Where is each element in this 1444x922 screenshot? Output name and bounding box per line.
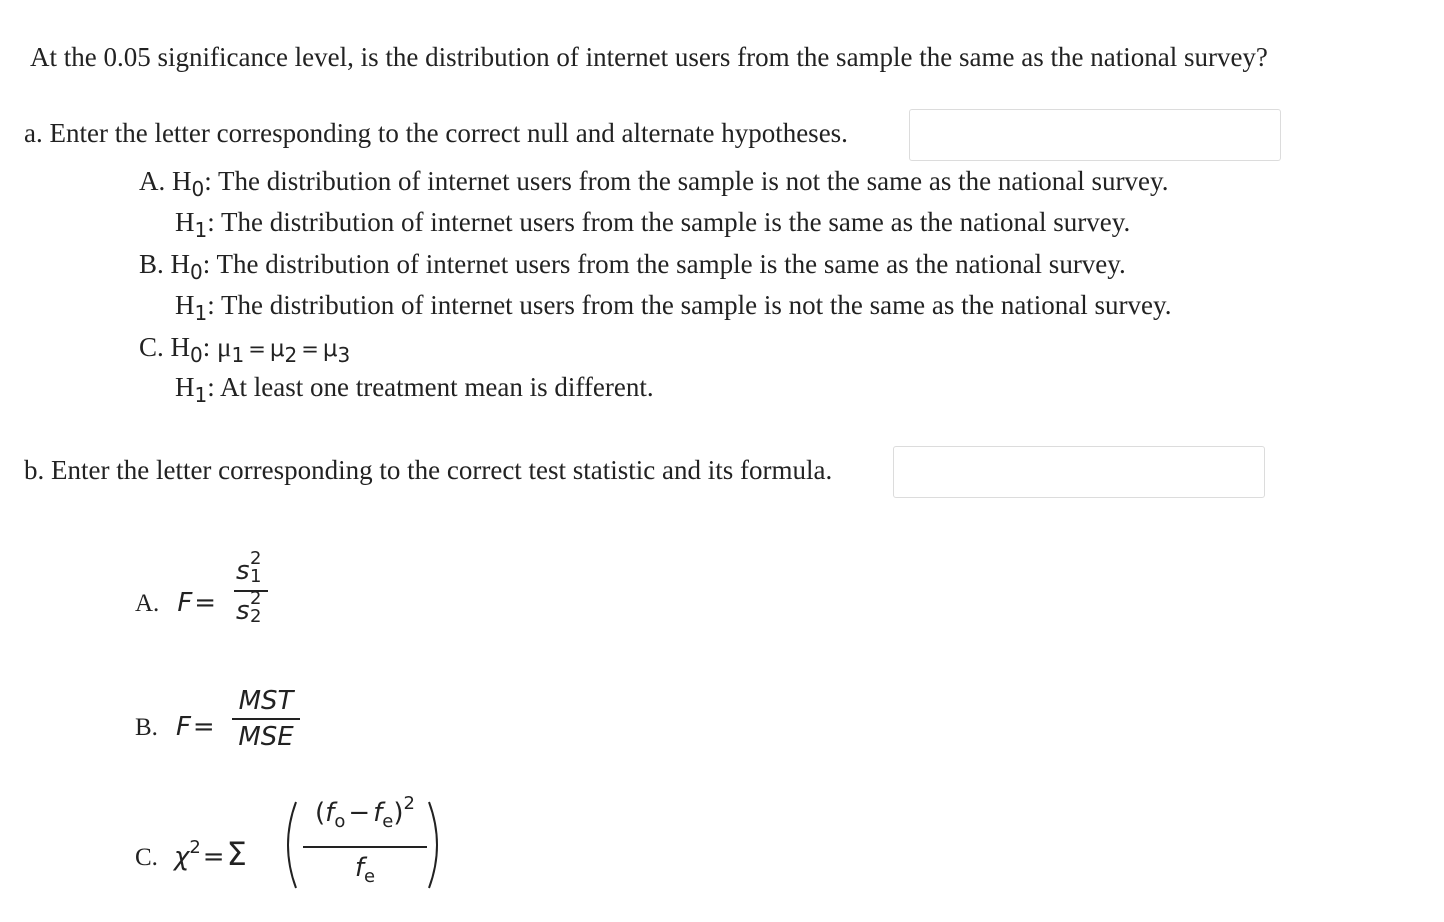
subscript-2: 2 [284,343,298,367]
minus-sign: − [348,798,371,828]
f-symbol: f [373,798,383,828]
hyp-option-b-h1-text: : The distribution of internet users from the sample is not the same as the national survey. [207,290,1172,320]
fraction-bar [303,846,427,848]
subscript-1: 1 [194,301,208,325]
s-symbol: s [236,596,250,626]
s-symbol: s [236,556,250,586]
equals-sign: = [248,337,266,361]
hyp-option-c-letter: C. H [139,332,191,362]
subscript-0: 0 [191,177,205,201]
hyp-option-b-h0 [139,249,1126,284]
equals-sign: = [192,712,215,742]
hyp-option-c-h1 [175,372,654,407]
subscript: 2 [250,606,262,627]
mu-symbol: μ [322,336,338,362]
subscript-1: 1 [194,218,208,242]
formula-b-fraction [232,688,300,750]
hyp-option-b-letter: B. H [139,249,191,279]
formula-c-numerator [303,793,427,832]
formula-option-c [135,835,247,873]
formula-option-b [135,712,215,742]
subscript-0: 0 [190,260,203,284]
equals-sign: = [301,337,319,361]
subscript-0: 0 [190,343,203,367]
superscript: 2 [250,588,262,609]
part-a-answer-input[interactable] [909,109,1281,161]
formula-c-denominator [303,853,427,887]
right-paren [425,800,447,890]
subscript-o: o [334,811,346,832]
superscript: 2 [189,837,201,858]
subscript-e: e [382,811,394,832]
part-b-answer-input[interactable] [893,446,1265,498]
mu-symbol: μ [269,336,285,362]
formula-option-b-letter: B. [135,714,158,741]
hyp-option-b-h1 [175,290,1172,325]
subscript: 1 [250,566,262,587]
h-label: H [175,207,195,237]
subscript-3: 3 [337,343,351,367]
formula-b-numerator: MST [238,686,294,716]
chi-symbol: χ [173,842,190,872]
formula-lhs: F [177,588,193,618]
sigma-symbol: Σ [226,835,247,873]
hyp-option-a-h0 [139,166,1169,201]
close-paren: ) [393,798,404,828]
fraction-bar [232,718,300,720]
subscript-e: e [364,866,376,887]
formula-lhs: F [175,712,191,742]
part-a-prompt: a. Enter the letter corresponding to the correct null and alternate hypotheses. [24,118,848,148]
formula-option-c-letter: C. [135,844,158,871]
hyp-option-b-h0-text: : The distribution of internet users from the sample is the same as the national survey. [202,249,1126,279]
equals-sign: = [194,588,217,618]
open-paren: ( [315,798,326,828]
hyp-option-c-h0 [139,332,351,367]
question-text: At the 0.05 significance level, is the distribution of internet users from the sample the same as the national survey? [30,42,1268,72]
h-label: H [175,372,195,402]
h-label: H [175,290,195,320]
f-symbol: f [354,853,365,883]
formula-b-denominator: MSE [238,722,294,752]
subscript-1: 1 [194,383,208,407]
equals-sign: = [202,842,225,872]
hyp-option-c-h1-text: : At least one treatment mean is different. [207,372,654,402]
f-symbol: f [325,798,335,828]
formula-a-numerator [236,548,266,587]
left-paren [278,800,300,890]
formula-option-a [135,588,216,618]
formula-a-denominator [236,588,266,627]
formula-option-a-letter: A. [135,590,160,617]
hyp-option-a-h1 [175,207,1131,242]
hyp-option-a-h0-text: : The distribution of internet users from the sample is not the same as the national survey. [204,166,1169,196]
part-b-prompt: b. Enter the letter corresponding to the correct test statistic and its formula. [24,455,833,485]
superscript: 2 [403,793,415,814]
formula-a-fraction [234,548,268,627]
mu-symbol: : μ [202,332,232,362]
hyp-option-a-h1-text: : The distribution of internet users from the sample is the same as the national survey. [207,207,1131,237]
hyp-option-a-letter: A. H [139,166,192,196]
superscript: 2 [250,548,262,569]
subscript-1: 1 [231,343,245,367]
